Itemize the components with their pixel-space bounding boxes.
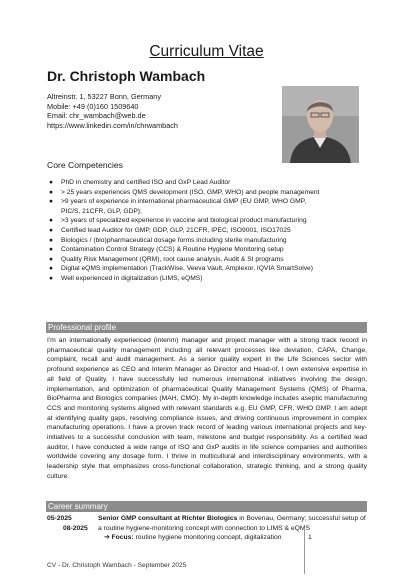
footer-text: CV - Dr. Christoph Wambach - September 2025 [47,562,187,569]
list-item: ● Biologics / (bio)pharmaceutical dosage forms including sterile manufacturing [49,236,287,244]
arrow-right-icon: ➔ [104,534,110,541]
bullet-icon: ● [49,236,54,244]
bullet-icon: ● [49,265,54,273]
list-item: ● >9 years of experience in international pharmaceutical GMP (EU GMP, WHO GMP, [49,198,307,206]
competencies-heading: Core Competencies [47,160,123,170]
list-item: ● >3 years of specialized experience in vaccine and biological product manufacturing [49,217,307,225]
bullet-icon: ● [49,188,54,196]
mobile: Mobile: +49 (0)160 1509640 [47,101,139,111]
bullet-icon: ● [49,255,54,263]
email: Email: chr_wambach@web.de [47,111,146,120]
page-title: Curriculum Vitae [149,43,264,60]
career-description: Senior GMP consultant at Richter Biologics in Bovenau, Germany; successful setup of a routine hygiene-monitoring concept with connection to LIMS & eQMS ➔ Focus: routine hygiene monitoring concept, digitalization [98,515,366,541]
career-heading-bar: Career summary [46,501,367,512]
list-item: ● > 25 years experiences QMS development (ISO, GMP, WHO) and people management [49,188,320,196]
bullet-icon: ● [49,274,54,282]
portrait-icon [282,86,359,163]
contact-block [47,92,178,130]
bullet-icon: ● [49,226,54,234]
person-name: Dr. Christoph Wambach [47,68,206,84]
list-item: ● Certified lead Auditor for GMP, GDP, GLP, 21CFR, IPEC, ISO9001, ISO17025 [49,226,291,234]
bullet-icon: ● [49,198,54,206]
linkedin-link[interactable]: https://www.linkedin.com/in/chrwambach [47,120,178,130]
bullet-icon: ● [49,217,54,225]
profile-text: I'm an internationally experienced (interim) manager and project manager with a strong track record in pharmaceutical quality management including all relevant processes like deviation, CAPA, Change, complaint, recall and audit management. As a senior quality expert in the Life Sciences sector with profound experience as CEO and Interim Manager as Director and Head-of, I own extensive expertise in all field of Quality. I have successfully led numerous international initiatives involving the design, implementation, and optimization of pharmaceutical Quality Management Systems (QMS) of Pharma, BioPharma and Biologics companies (MAH, CMO). My in-depth knowledge includes aseptic manufacturing CCS and monitoring systems aligned with relevant standards e.g. EU GMP, CFR, WHO GMP. I am adept at identifying quality gaps, resolving compliance issues, and driving continuous improvement in complex manufacturing operations. I have a proven track record of leading various international projects and key-initiatives to a successful conclusion with team, milestone and budget responsibility. As a certified lead auditor, I have conducted a wide range of ISO and GxP audits in life science companies and authorities worldwide covering any dosage form. I thrive in multicultural and interdisciplinary environments, with a leadership style that emphasizes cross-functional collaboration, strategic thinking, and a strong quality culture. [47,337,367,480]
profile-heading-bar: Professional profile [46,322,367,333]
list-item: ● Digital eQMS implementation (TrackWise, Veeva Vault, Amplexor, IQVIA SmartSolve) [49,265,313,273]
bullet-icon: ● [49,179,54,186]
list-item: ● Well experienced in digitalization (LIMS, eQMS) [49,274,203,282]
competencies-list [47,178,367,284]
list-item-continuation: PIC/S, 21CFR, GLP, GDP); [61,207,142,215]
career-role: Senior GMP consultant at Richter Biologics [98,515,238,522]
career-list [47,514,367,543]
portrait-photo [282,86,359,163]
career-focus: ➔ Focus: routine hygiene monitoring concept, digitalization [104,534,282,541]
career-end-date: 08-2025 [63,524,88,532]
address: Altreinstr. 1, 53227 Bonn, Germany [47,92,161,101]
list-item: ● PhD in chemistry and certified ISO and GxP Lead Auditor [49,179,231,186]
list-item: ● Quality Risk Management (QRM), root cause analysis, Audit & SI programs [49,255,284,263]
page-number: 1 [304,528,318,574]
career-start-date: 05-2025 [47,515,72,522]
list-item: ● Contamination Control Strategy (CCS) & Routine Hygiene Monitoring setup [49,246,284,254]
focus-label: Focus: [111,534,134,541]
career-entry [47,514,367,543]
bullet-icon: ● [49,246,54,254]
